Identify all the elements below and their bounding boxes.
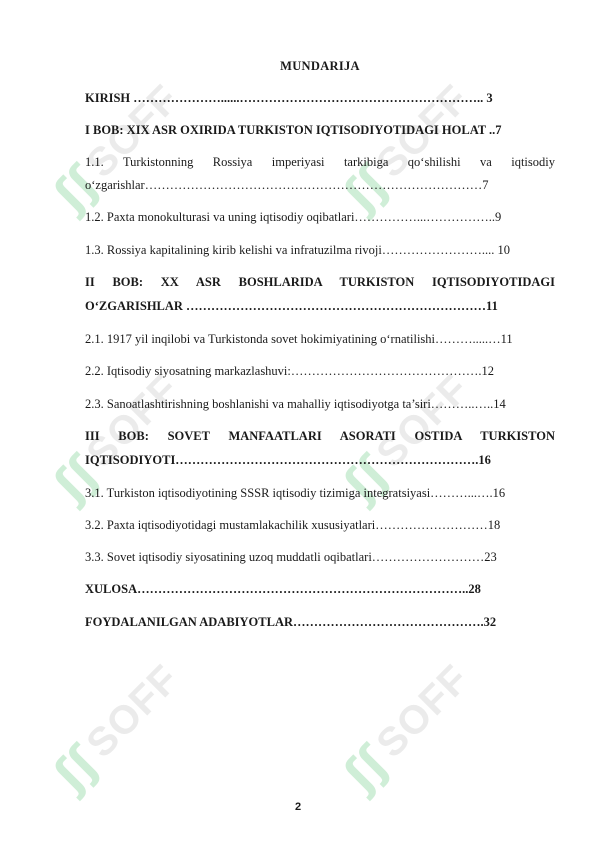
watermark-mark: ʃʃ bbox=[333, 155, 399, 221]
toc-entry-section-2-1: 2.1. 1917 yil inqilobi va Turkistonda sovet hokimiyatining o‘rnatilishi……….....…11 bbox=[85, 332, 513, 346]
watermark-word: SOFF bbox=[368, 656, 478, 766]
watermark-logo bbox=[44, 653, 192, 801]
toc-entry-kirish: KIRISH …………………......………………………………………………….. 3 bbox=[85, 91, 493, 105]
toc-entry-section-1-1-line2: o‘zgarishlar………………………………………………………………………7 bbox=[85, 178, 489, 192]
watermark-word: SOFF bbox=[368, 366, 478, 476]
watermark-logo bbox=[334, 653, 482, 801]
toc-entry-xulosa: XULOSA……………………………………………………………………..28 bbox=[85, 582, 481, 596]
toc-entry-section-3-3: 3.3. Sovet iqtisodiy siyosatining uzoq muddatli oqibatlari………………………23 bbox=[85, 550, 497, 564]
toc-entry-section-1-1-line1: 1.1. Turkistonning Rossiya imperiyasi tarkibiga qo‘shilishi va iqtisodiy bbox=[85, 155, 555, 169]
toc-entry-references: FOYDALANILGAN ADABIYOTLAR……………………………………….32 bbox=[85, 615, 497, 629]
toc-entry-chapter-3-line2: IQTISODIYOTI……………………………………………………………….16 bbox=[85, 453, 491, 467]
toc-title: MUNDARIJA bbox=[280, 59, 360, 73]
watermark-word: SOFF bbox=[78, 366, 188, 476]
toc-entry-chapter-3-line1: III BOB: SOVET MANFAATLARI ASORATI OSTIDA TURKISTON bbox=[85, 429, 555, 443]
watermark-mark: ʃʃ bbox=[333, 445, 399, 511]
toc-entry-section-1-2: 1.2. Paxta monokulturasi va uning iqtisodiy oqibatlari……………...……………..9 bbox=[85, 210, 502, 224]
watermark-mark: ʃʃ bbox=[333, 735, 399, 801]
watermark-mark: ʃʃ bbox=[43, 735, 109, 801]
toc-entry-section-2-2: 2.2. Iqtisodiy siyosatning markazlashuvi:……………………………………….12 bbox=[85, 364, 495, 378]
toc-entry-chapter-2-line1: II BOB: XX ASR BOSHLARIDA TURKISTON IQTISODIYOTIDAGI bbox=[85, 275, 555, 289]
watermark-mark: ʃʃ bbox=[43, 155, 109, 221]
toc-entry-section-3-2: 3.2. Paxta iqtisodiyotidagi mustamlakachilik xususiyatlari………………………18 bbox=[85, 518, 501, 532]
toc-entry-chapter-1: I BOB: XIX ASR OXIRIDA TURKISTON IQTISODIYOTIDAGI HOLAT ..7 bbox=[85, 123, 502, 137]
watermark-word: SOFF bbox=[368, 76, 478, 186]
watermark-mark: ʃʃ bbox=[43, 445, 109, 511]
toc-entry-chapter-2-text: O‘ZGARISHLAR ………………………………………………………………11 bbox=[85, 299, 498, 313]
watermark-word: SOFF bbox=[78, 656, 188, 766]
toc-entry-section-3-1: 3.1. Turkiston iqtisodiyotining SSSR iqtisodiy tizimiga integratsiyasi………...….16 bbox=[85, 486, 506, 500]
toc-entry-chapter-2-line2 bbox=[85, 297, 555, 315]
toc-entry-section-1-3: 1.3. Rossiya kapitalining kirib kelishi va infratuzilma rivoji…………………….... 10 bbox=[85, 243, 510, 257]
watermark-word: SOFF bbox=[78, 76, 188, 186]
page-number: 2 bbox=[294, 801, 302, 813]
toc-entry-section-2-3: 2.3. Sanoatlashtirishning boshlanishi va mahalliy iqtisodiyotga ta’siri………..…..14 bbox=[85, 397, 506, 411]
